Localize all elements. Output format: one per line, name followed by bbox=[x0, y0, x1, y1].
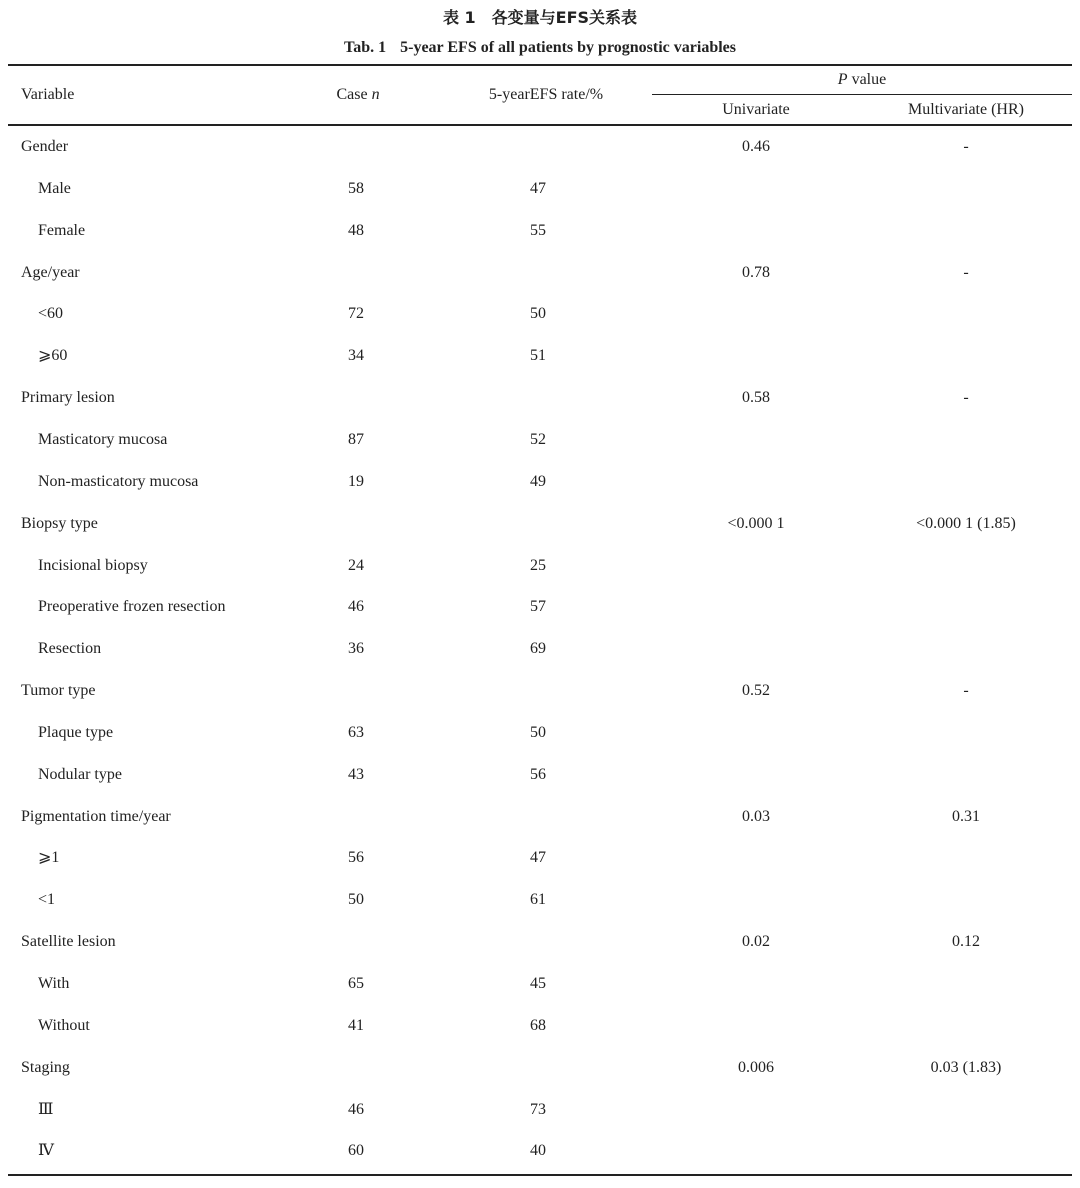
row-sublabel: ⩾60 bbox=[38, 347, 68, 364]
table-title-english bbox=[0, 39, 1080, 57]
row-sublabel: Female bbox=[38, 222, 86, 239]
row-sublabel: Male bbox=[38, 180, 71, 197]
row-group-label: Satellite lesion bbox=[21, 933, 116, 950]
table-title-chinese: 表 1 各变量与EFS关系表 bbox=[442, 8, 638, 27]
row-sublabel: Plaque type bbox=[38, 724, 114, 741]
table-number: Tab. 1 bbox=[344, 39, 387, 56]
header-p-italic: P bbox=[837, 71, 848, 88]
row-sublabel: Incisional biopsy bbox=[38, 557, 148, 574]
row-group-label: Primary lesion bbox=[21, 389, 115, 406]
row-sublabel: <1 bbox=[38, 891, 56, 908]
row-sublabel: Nodular type bbox=[38, 766, 122, 783]
row-sublabel: Ⅳ bbox=[38, 1142, 54, 1159]
row-sublabel: With bbox=[38, 975, 70, 992]
row-group-label: Biopsy type bbox=[21, 515, 98, 532]
bottom-rule bbox=[8, 1174, 1072, 1176]
top-rule bbox=[8, 64, 1072, 66]
header-case-n: n bbox=[371, 86, 380, 103]
row-sublabel: <60 bbox=[38, 305, 64, 322]
row-group-label: Age/year bbox=[21, 264, 80, 281]
table-caption: 5-year EFS of all patients by prognostic variables bbox=[400, 39, 736, 56]
row-sublabel: Masticatory mucosa bbox=[38, 431, 168, 448]
p-value-rule bbox=[652, 94, 1072, 95]
row-sublabel: Non-masticatory mucosa bbox=[38, 473, 199, 490]
row-sublabel: Ⅲ bbox=[38, 1101, 54, 1118]
row-group-label: Staging bbox=[21, 1059, 70, 1076]
row-sublabel: Preoperative frozen resection bbox=[38, 598, 226, 615]
row-sublabel: ⩾1 bbox=[38, 849, 60, 866]
header-variable: Variable bbox=[21, 86, 75, 103]
row-sublabel: Without bbox=[38, 1017, 90, 1034]
row-group-label: Pigmentation time/year bbox=[21, 808, 171, 825]
row-sublabel: Resection bbox=[38, 640, 102, 657]
row-group-label: Gender bbox=[21, 138, 69, 155]
header-rule bbox=[8, 124, 1072, 126]
row-group-label: Tumor type bbox=[21, 682, 96, 699]
